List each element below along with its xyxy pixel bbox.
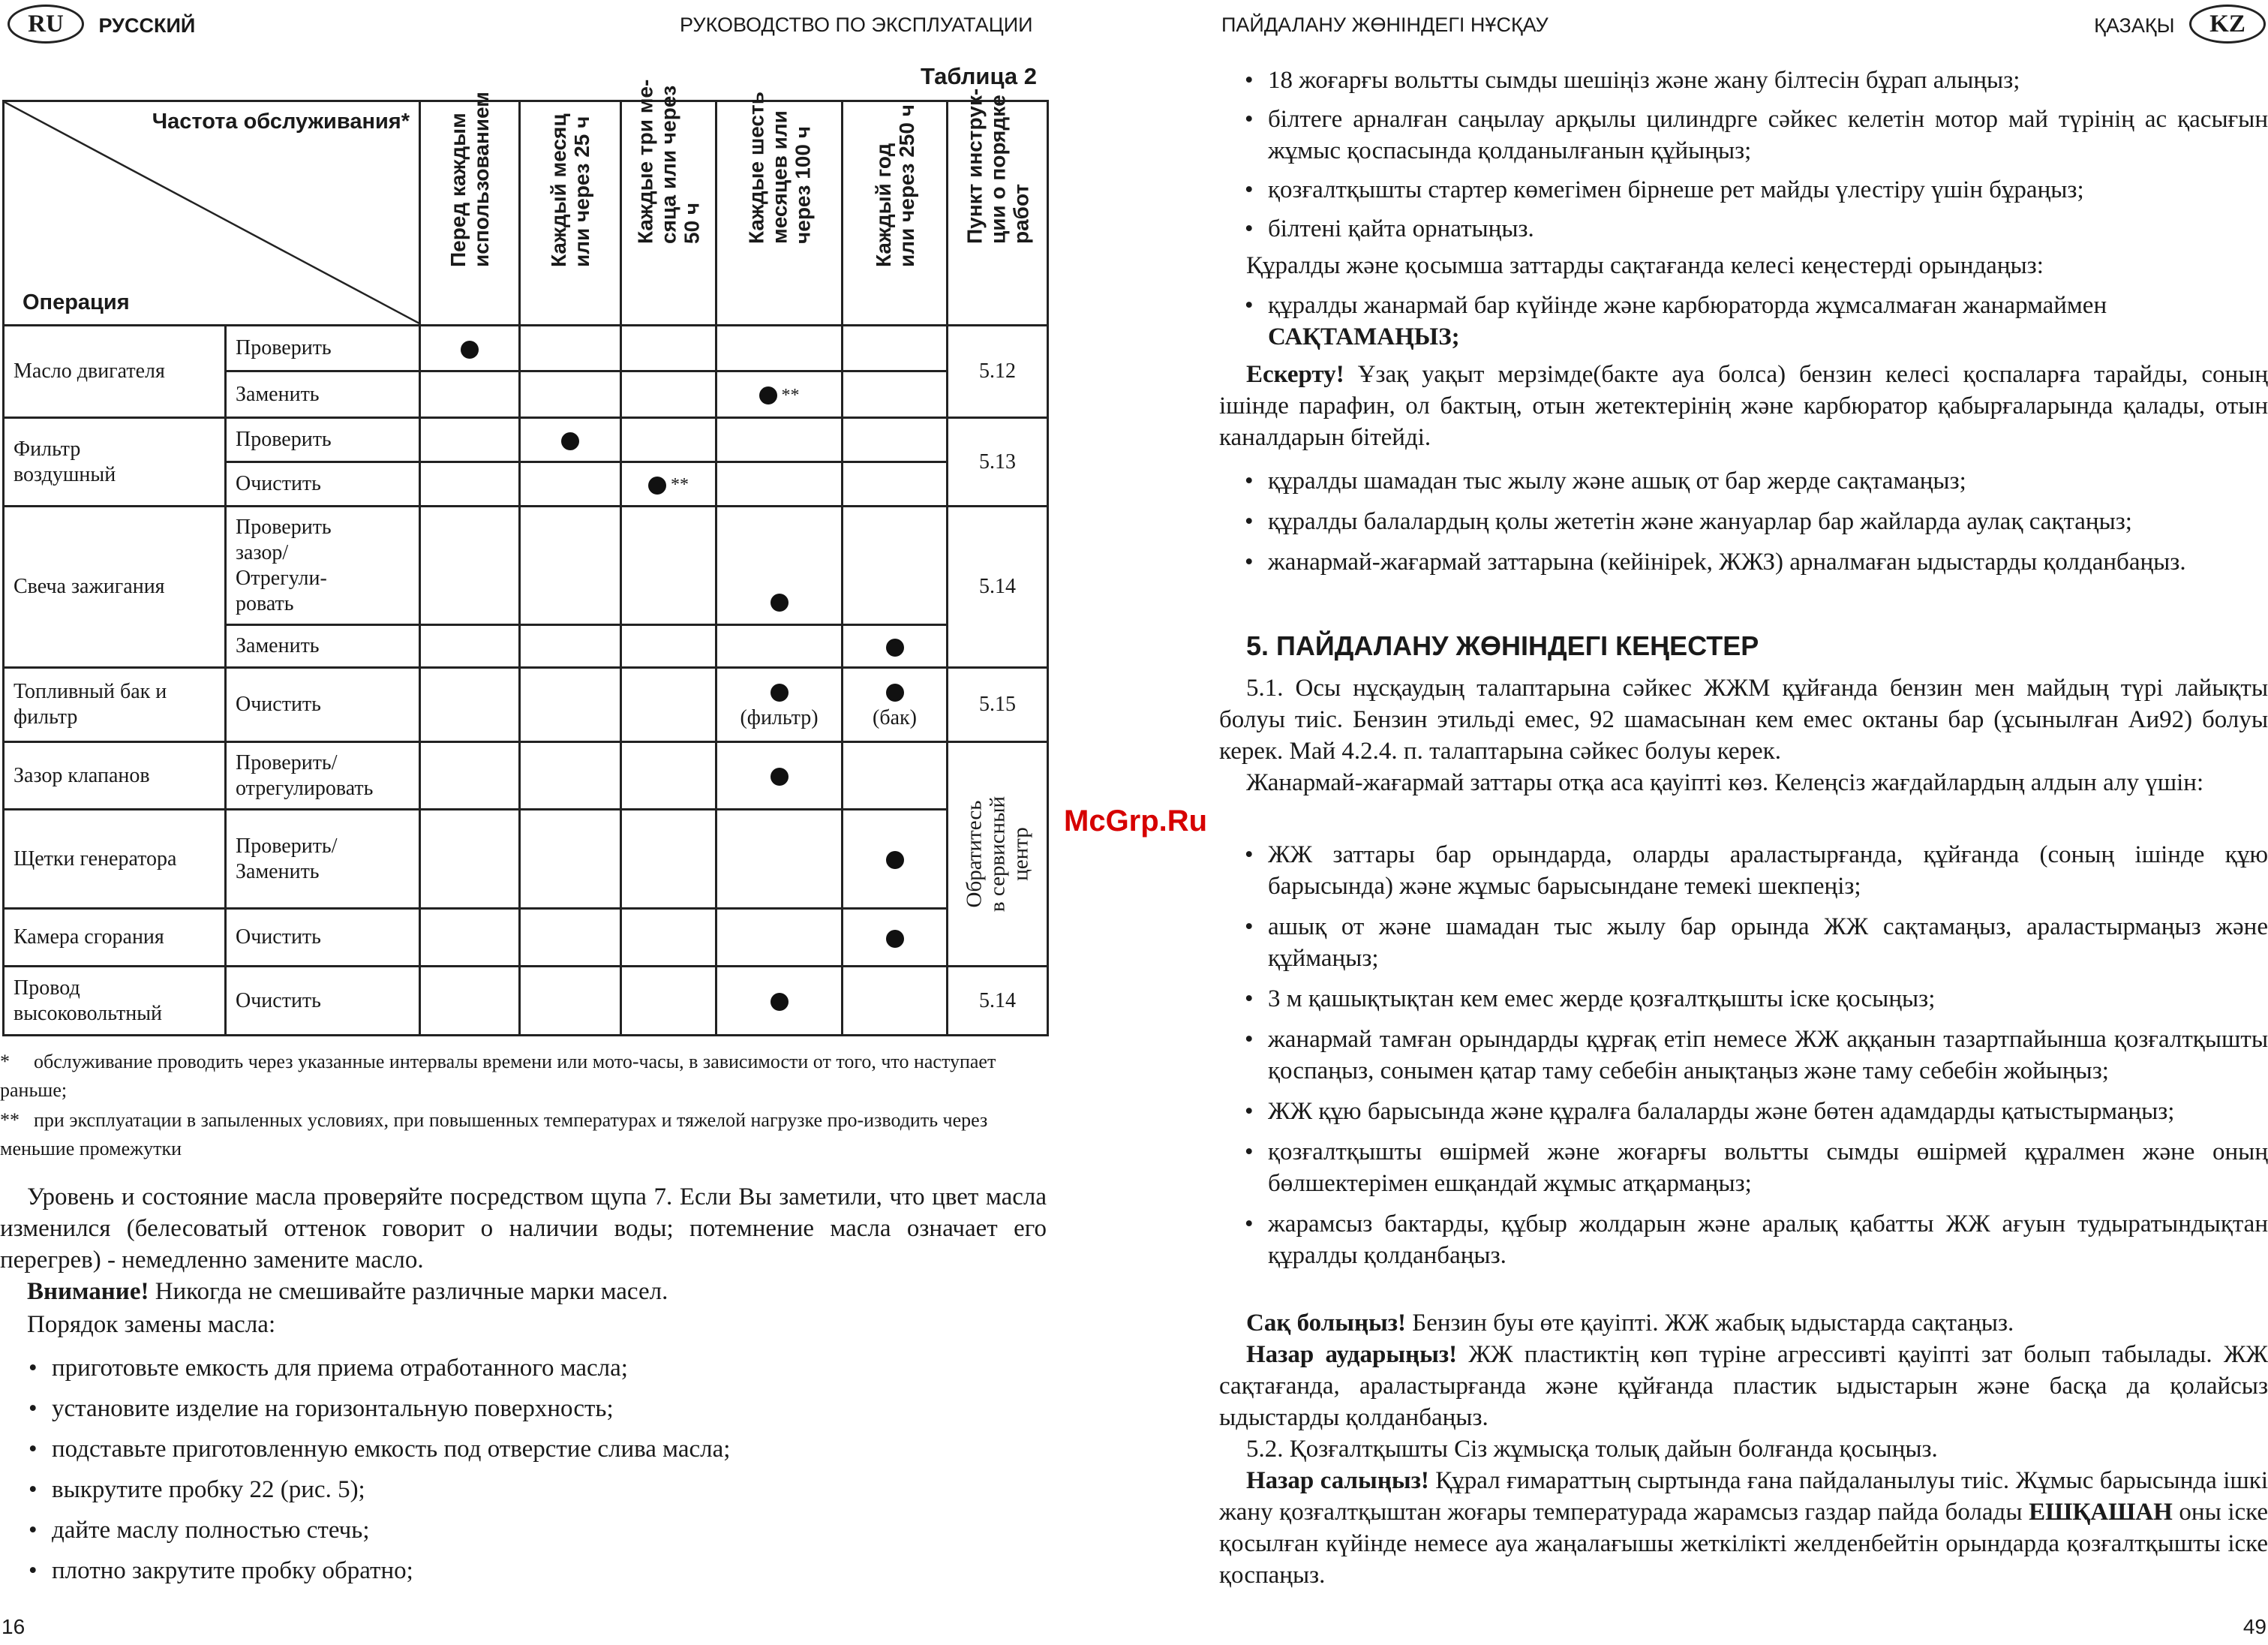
attention-paragraph: Назар салыңыз! Құрал ғимараттың сыртында ғана пайдаланылуы тиіс. Жұмыс барысында ішкі жану қозғалтқыштан жоғары температурада жарамсыз газдар пайда болады ЕШҚАШАН оны іске қосылған күйінде немесе ауа жаңалағышы жеткілікті желденбейтін орындарда қозғалтқышты іске қоспаңыз.	[1219, 1467, 2268, 1589]
warning-paragraph: Ескерту! Ұзақ уақыт мерзімде(бакте ауа болса) бензин келесі қоспаларға тарайды, соның ішінде парафин, ол бактың, отын жетектерінің және карбюратор қабырғаларында қалады, отын каналдарын бітейді.	[1219, 361, 2268, 451]
mark-dot	[461, 341, 479, 359]
mark-dot	[886, 684, 904, 702]
group-cell: Зазор клапанов	[4, 742, 226, 810]
group-cell: Масло двигателя	[4, 326, 226, 418]
action-cell: Очистить	[226, 909, 420, 967]
list-item: • құралды балалардың қолы жететін және жануарлар бар жайларда аулақ сақтаңыз;	[1243, 506, 2268, 537]
double-star-mark: **	[671, 475, 689, 495]
group-cell: Провод высоковольтный	[4, 967, 226, 1036]
bullets-storage-prep	[1243, 65, 2268, 245]
right-page	[1219, 0, 2268, 1645]
action-cell: Заменить	[226, 625, 420, 668]
list-item: • білтені қайта орнатыңыз.	[1243, 213, 2268, 245]
lang-label: РУССКИЙ	[98, 14, 196, 38]
left-page	[0, 0, 1050, 1645]
sub-label-tank: (бак)	[873, 706, 917, 729]
operation-header: Операция	[23, 290, 130, 314]
notice-paragraph: Назар аударыңыз! ЖЖ пластиктің көп түріне агрессивті қауіпті зат болып табылады. ЖЖ сақтағанда, араластырғанда және құйғанда пластик ыдыстарын және басқа да қолайсыз ыдыстарды қолданбаңыз.	[1219, 1341, 2268, 1431]
list-item: • қозғалтқышты өшірмей және жоғарғы вольтты сымды өшірмей құралмен және оның бөлшектерімен ешқандай жұмыс атқармаңыз;	[1243, 1136, 2268, 1199]
ref-cell: 5.15	[948, 668, 1048, 742]
list-item: • ЖЖ құю барысында және құралға балаларды және бөтен адамдарды қатыстырмаңыз;	[1243, 1096, 2268, 1127]
mark-dot	[648, 477, 666, 495]
table-row	[4, 507, 1048, 625]
corner-header	[4, 101, 420, 326]
table-row	[4, 418, 1048, 462]
footnote-1: * обслуживание проводить через указанные интервалы времени или мото-часы, в зависимости от того, что наступает раньше;	[0, 1051, 996, 1101]
action-cell: Проверить	[226, 418, 420, 462]
list-item: • қозғалтқышты стартер көмегімен бірнеше рет майды үлестіру үшін бұраңыз;	[1243, 174, 2268, 206]
doc-title: РУКОВОДСТВО ПО ЭКСПЛУАТАЦИИ	[680, 14, 1033, 36]
list-item: • подставьте приготовленную емкость под отверстие слива масла;	[27, 1429, 1047, 1469]
maintenance-table	[2, 79, 1049, 1036]
list-item: • білтеге арналған саңылау арқылы цилиндрге сәйкес келетін мотор май түрінің ас қасығын жұмыс қоспасында қолданылғанын құйыңыз;	[1243, 104, 2268, 167]
table-row	[4, 668, 1048, 742]
list-item: • ашық от және шамадан тыс жылу бар орында ЖЖ сақтамаңыз, араластырмаңыз және құймаңыз;	[1243, 911, 2268, 974]
action-cell: Заменить	[226, 371, 420, 418]
mark-dot	[886, 851, 904, 869]
mark-dot	[771, 594, 789, 612]
list-item: • 18 жоғарғы вольтты сымды шешіңіз және жану білтесін бұрап алыңыз;	[1243, 65, 2268, 96]
list-item: • жарамсыз бактарды, құбыр жолдарын және аралық қабатты ЖЖ ағуын тудыратындықтан құралды қолданбаңыз.	[1243, 1208, 2268, 1271]
page-number-left: 16	[2, 1615, 26, 1638]
col-half-year: Каждые шесть месяцев или через 100 ч	[716, 101, 843, 326]
lang-label-kz: ҚАЗАҚЫ	[2094, 14, 2175, 38]
col-before-use: Перед каждым использованием	[420, 101, 520, 326]
doc-title-kz: ПАЙДАЛАНУ ЖӨНІНДЕГІ НҰСҚАУ	[1221, 14, 1549, 36]
action-cell: Очистить	[226, 967, 420, 1036]
storage-bullet	[1243, 290, 2268, 353]
group-cell: Фильтр воздушный	[4, 418, 226, 507]
storage-intro: Құралды және қосымша заттарды сақтағанда келесі кеңестерді орындаңыз:	[1246, 252, 2044, 279]
watermark: McGrp.Ru	[1064, 804, 1208, 838]
ref-cell: 5.13	[948, 418, 1048, 507]
lang-header-ru	[8, 5, 195, 44]
list-item: • установите изделие на горизонтальную поверхность;	[27, 1388, 1047, 1429]
table-row	[4, 967, 1048, 1036]
footnote-2: ** при эксплуатации в запыленных условиях, при повышенных температурах и тяжелой нагрузке про-изводить через меньшие промежутки	[0, 1109, 988, 1159]
attention-line: Внимание! Никогда не смешивайте различные марки масел.	[27, 1278, 668, 1305]
group-cell: Топливный бак и фильтр	[4, 668, 226, 742]
mark-dot	[886, 639, 904, 657]
mark-dot	[561, 432, 579, 450]
fire-paragraph: Жанармай-жағармай заттары отқа аса қауіпті көз. Келеңсіз жағдайлардың алдын алу үшін:	[1246, 769, 2204, 796]
list-item: • жанармай-жағармай заттарына (кейініреk, ЖЖЗ) арналмаған ыдыстарды қолданбаңыз.	[1243, 546, 2268, 578]
oil-change-list	[27, 1348, 1047, 1591]
sub-label-filter: (фильтр)	[740, 706, 819, 729]
mark-dot	[771, 684, 789, 702]
paragraph-5-2: 5.2. Қозғалтқышты Сіз жұмысқа толық дайын болғанда қосыңыз.	[1246, 1436, 1938, 1463]
list-item: • құралды жанармай бар күйінде және карбюраторда жұмсалмаған жанармаймен САҚТАМАҢЫЗ;	[1243, 290, 2268, 353]
frequency-header: Частота обслуживания*	[152, 110, 410, 134]
section-title: 5. ПАЙДАЛАНУ ЖӨНІНДЕГІ КЕҢЕСТЕР	[1246, 630, 1759, 661]
action-cell: Очистить	[226, 462, 420, 507]
table-row	[4, 326, 1048, 371]
paragraph-5-1: 5.1. Осы нұсқаудың талаптарына сәйкес ЖЖМ құйғанда бензин мен майдың түрі лайықты болуы тиіс. Бензин этильді емес, 92 шамасынан кем емес октаны бар (ұсынылған Аи92) болуы керек. Май 4.2.4. п. талаптарына сәйкес болуы керек.	[1219, 675, 2268, 765]
mark-dot	[771, 768, 789, 786]
col-yearly: Каждый год или через 250 ч	[843, 101, 948, 326]
lang-badge-ru: RU	[8, 5, 84, 44]
lang-badge-kz: KZ	[2189, 5, 2266, 44]
mark-dot	[886, 930, 904, 948]
action-cell: Проверить/ отрегулировать	[226, 742, 420, 810]
table-row	[4, 742, 1048, 810]
list-item: • жанармай тамған орындарды құрғақ етіп немесе ЖЖ аққанын тазартпайынша қозғалтқышты қоспаңыз, сонымен қатар таму себебін анықтаңыз және таму себебін жойыңыз;	[1243, 1024, 2268, 1087]
lang-header-kz	[2094, 5, 2266, 44]
group-cell: Щетки генератора	[4, 810, 226, 909]
group-cell: Камера сгорания	[4, 909, 226, 967]
col-reference: Пункт инструк- ции о порядке работ	[948, 101, 1048, 326]
double-star-mark: **	[781, 385, 800, 405]
table-header-row	[4, 101, 1048, 326]
mark-dot	[771, 993, 789, 1011]
table-row	[4, 909, 1048, 967]
list-item: • ЖЖ заттары бар орындарда, оларды араластырғанда, құйғанда (соның ішінде құю барысында) және жұмыс барысындане темекі шекпеңіз;	[1243, 839, 2268, 902]
col-quarterly: Каждые три ме- сяца или через 50 ч	[621, 101, 716, 326]
service-center-cell	[948, 742, 1048, 967]
action-cell: Проверить зазор/ Отрегули- ровать	[226, 507, 420, 625]
service-center-text: Обратитесь в сервисный центр	[962, 795, 1032, 913]
group-cell: Свеча зажигания	[4, 507, 226, 668]
page-number-right: 49	[2242, 1615, 2266, 1638]
table-caption: Таблица 2	[920, 63, 1037, 89]
list-item: • 3 м қашықтықтан кем емес жерде қозғалтқышты іске қосыңыз;	[1243, 983, 2268, 1015]
bullets-storage	[1243, 465, 2268, 578]
mark-dot	[759, 386, 777, 404]
ref-cell: 5.14	[948, 967, 1048, 1036]
list-item: • выкрутите пробку 22 (рис. 5);	[27, 1469, 1047, 1510]
action-cell: Очистить	[226, 668, 420, 742]
action-cell: Проверить	[226, 326, 420, 371]
careful-line: Сақ болыңыз! Бензин буы өте қауіпті. ЖЖ жабық ыдыстарда сақтаңыз.	[1246, 1310, 2014, 1337]
order-title: Порядок замены масла:	[27, 1311, 276, 1338]
list-item: • құралды шамадан тыс жылу және ашық от бар жерде сақтамаңыз;	[1243, 465, 2268, 497]
action-cell: Проверить/ Заменить	[226, 810, 420, 909]
col-monthly: Каждый месяц или через 25 ч	[520, 101, 621, 326]
ref-cell: 5.14	[948, 507, 1048, 668]
bullets-fire-safety	[1243, 839, 2268, 1271]
list-item: • дайте маслу полностью стечь;	[27, 1510, 1047, 1550]
table-row	[4, 810, 1048, 909]
list-item: • приготовьте емкость для приема отработанного масла;	[27, 1348, 1047, 1388]
ref-cell: 5.12	[948, 326, 1048, 418]
oil-paragraph: Уровень и состояние масла проверяйте посредством щупа 7. Если Вы заметили, что цвет масла изменился (белесоватый оттенок говорит о наличии воды; потемнение масла означает его перегрев) - немедленно замените масло.	[0, 1183, 1047, 1274]
list-item: • плотно закрутите пробку обратно;	[27, 1550, 1047, 1591]
